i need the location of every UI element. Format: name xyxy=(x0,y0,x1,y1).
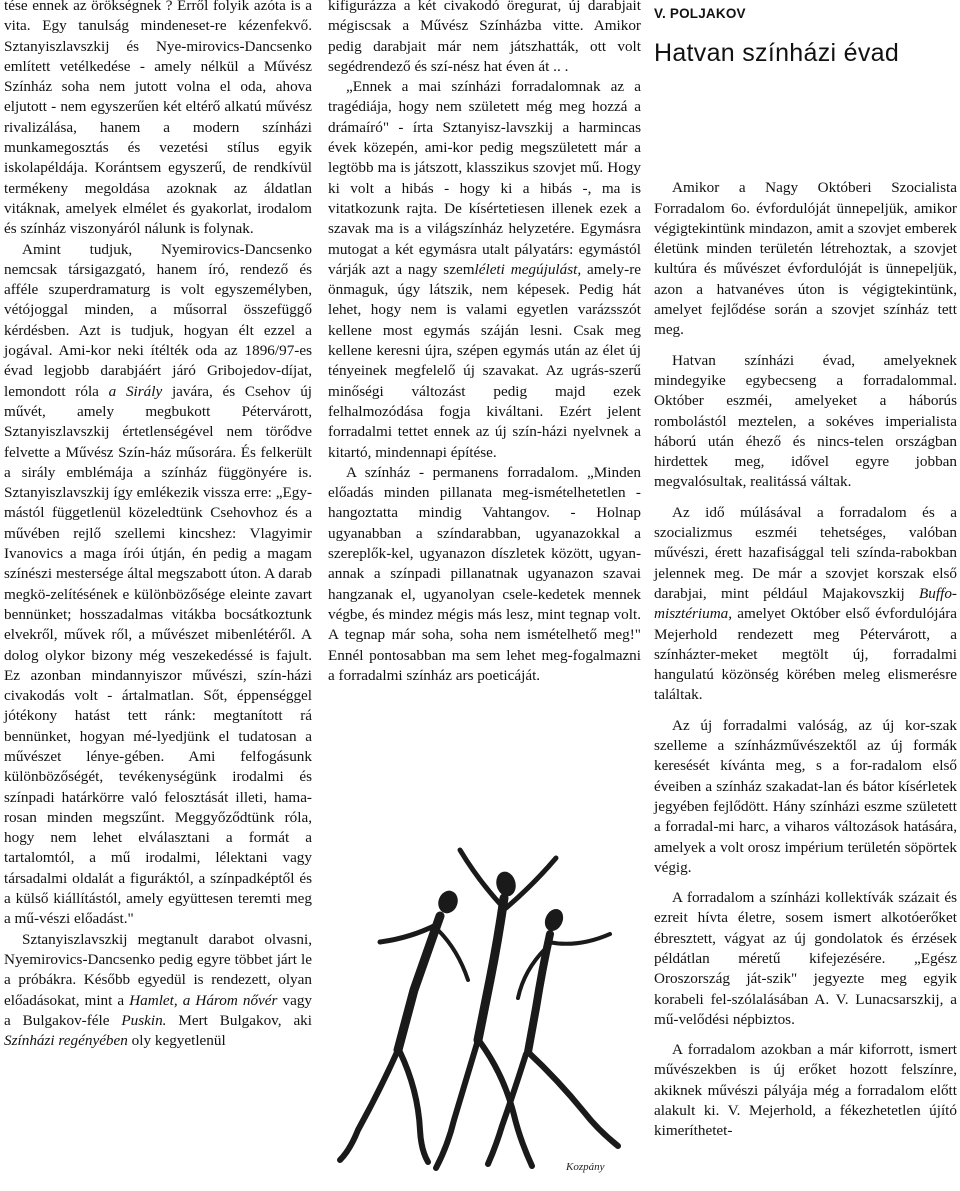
article-author: V. POLJAKOV xyxy=(654,6,746,21)
artist-signature: Kozpány xyxy=(566,1161,605,1173)
paragraph: „Ennek a mai színházi forradalomnak az a tragédiája, hogy nem született még meg hozzá a drámaíró" - írta Sztanyisz-lavszkij a harmincas évek közepén, ami-kor pedig megszületett már a legtöbb ma is játszott, klasszikus szovjet mű. Hogy ki volt a hibás - hogy ki a hibás -, ma is vitatkozunk rajta. De kísértetiesen illenek ezek a szavak ma is a világszínház helyzetére. Egymásra mutogat a két egymásra utalt pályatárs: egymástól várják azt a nagy szemléleti megújulást, amely-re önmaguk, úgy látszik, nem képesek. Pedig hát lehet, hogy nem is valami egyetlen varázsszót kellene most egymás száján lesni. Csak meg kellene keresni újra, szépen egymás után az élet új tényeinek megfelelő új szavakat. Az ugrás-szerű minőségi változást pedig majd ezek felhalmozódása fogja kiváltani. Ezért jelent forradalmi tettet ennek az új szín-házi nyelvnek a kitartó, mindennapi építése. xyxy=(328,78,642,461)
figure-right xyxy=(488,907,618,1164)
text-column-middle xyxy=(328,0,641,686)
paragraph: Amikor a Nagy Októberi Szocialista Forradalom 6o. évfordulóját ünnepeljük, amikor végigtekintünk mindazon, amit a szovjet emberek életünk minden területén létrehoztak, a szovjet kultúra és művészet évfordulóját is ünnepeljük, azon a hatvanéves úton is végigtekintünk, amelyet fejlődése során a szovjet színház tett meg. xyxy=(654,179,957,339)
paragraph: Amint tudjuk, Nyemirovics-Dancsenko nemcsak társigazgató, hanem író, rendező és afféle szuperdramaturg is volt egyszemélyben, vétójoggal minden, a műsorral összefüggő kérdésben. Azt is tudjuk, hogyan élt ezzel a jogával. Ami-kor neki ítélték oda az 1896/97-es évad legjobb darabjáért járó Gribojedov-díjat, lemondott róla a Sirály javára, és Csehov új művét, amely megbukott Pétervárott, Sztanyiszlavszkij értetlenségével nem törődve felvette a Művész Szín-ház műsorára. És felkerült a sirály emblémája a színház függönyére is. Sztanyiszlavszkij így emlékezik vissza erre: „Egy-mástól függetlenül közeledtünk Csehovhoz és a művében rejlő szellemi kincshez: Vlagyimir Ivanovics a maga írói útján, én pedig a magam színészi mestersége által megszabott úton. A darab megkö-zelítésének e különbözősége eleinte zavart bennünket; hosszadalmas vitákba bocsátkoztunk elvekről, művek ről, a művészet mibenlétéről. A dolog olykor bizony még veszekedéssé is fajult. Ez azonban mindannyiszor művészi, szín-házi civakodás volt - ártalmatlan. Sőt, éppenséggel jótékony hatást tett ránk: megtanított rá bennünket, hogyan mé-lyedjünk el tudatosan a művészet lénye-gében. Ami felfogásunk különbözőségét, tevékenységünk irodalmi és színpadi határkörre való felosztását illeti, hama-rosan minden megszűnt. Meggyőződtünk róla, hogy nem lehet elválasztani a formát a tartalomtól, a mű irodalmi, lélektani vagy társadalmi oldalát a figuráktól, a színpadképtől és a külső kiállítástól, amely együttesen teremti meg a mű-vészi előadást." xyxy=(4,240,313,928)
paragraph: Az új forradalmi valóság, az új kor-szak szelleme a színházművészektől az új formák keresését kívánta meg, s a for-radalom első éveiben a színház szakadat-lan és bátor kísérletek jegyében fejlődött. Hány színházi eszme született a forradal-mi harc, a viharos változások hatására, amelyek a volt orosz impérium területén söpörtek végig. xyxy=(654,716,957,876)
paragraph: Hatvan színházi évad, amelyeknek mindegyike egybecseng a forradalommal. Október eszméi, amelyeket a háborús rombolástól meztelen, a sokéves imperialista háború után éhező és nincs-telen országban hirdettek meg, idővel egyre jobban megvalósultak, realitássá váltak. xyxy=(654,351,957,491)
figure-left xyxy=(340,889,468,1162)
paragraph: Az idő múlásával a forradalom és a szocializmus eszméi tehetséges, valóban művészi, érett hazafisággal teli színda-rabokban jelennek meg. De már a szovjet korszak első darabjai, mint például Majakovszkij Buffo-misztériuma, amelyet Október első évfordulójára Mejerhold rendezett meg Pétervárott, a színházter-meket megtölt új, forradalmi hangulatú közönség körében meleg elismerésre találtak. xyxy=(654,503,957,704)
text-column-right xyxy=(654,0,957,1146)
article-title: Hatvan színházi évad xyxy=(654,39,900,68)
paragraph: Sztanyiszlavszkij megtanult darabot olvasni, Nyemirovics-Dancsenko pedig egyre többet járt le a próbákra. Később egyedül is rendezett, olyan előadásokat, mint a Hamlet, a Három nővér vagy a Bulgakov-féle Puskin. Mert Bulgakov, aki Színházi regényében oly kegyetlenül xyxy=(4,930,313,1050)
dancing-figures-illustration xyxy=(328,830,641,1185)
text-column-left xyxy=(4,0,312,1051)
paragraph: A forradalom a színházi kollektívák százait és ezreit hívta életre, sosem ismert alkotóerőket ébresztett, vágyat az új gondolatok és érzések példátlan méretű kifejezésére. „Egész Oroszország ját-szik" jegyezte meg egyik korabeli fel-szólalásában A. V. Lunacsarszkij, a mű-velődési népbiztos. xyxy=(654,889,957,1028)
paragraph: A színház - permanens forradalom. „Minden előadás minden pillanata meg-ismételhetetlen - hangoztatta mindig Vahtangov. - Holnap ugyanabban a színdarabban, ugyanazokkal a szereplők-kel, ugyanazon díszletek között, ugyan-annak a színpadi pillanatnak ugyanazon szavai hangzanak el, ugyanolyan csele-kedetek mennek végbe, és mindez mégis más lesz, mint tegnap volt. A tegnap már soha, soha nem ismételhető meg!" Ennél pontosabban ma sem lehet meg-fogalmazni a forradalmi színház ars poeticáját. xyxy=(328,463,641,684)
paragraph: tése ennek az örökségnek ? Erről folyik azóta is a vita. Egy tanulság mindeneset-re kézenfekvő. Sztanyiszlavszkij és Nye-mirovics-Dancsenko említett vetélkedése - amely nélkül a Művész Színház soha nem jutott volna el oda, ahova eljutott - nem egyszerűen két eltérő alkatú művész rivalizálása, hanem a modern színházi munkamegosztás és vezetési stílus egyik iskolapéldája. Korántsem egyszerű, de rendkívül termékeny megoldása azoknak az áldatlan vitáknak, amelyek elmélet és gyakorlat, irodalom és színház viszonyáról nálunk is folynak. xyxy=(4,0,312,238)
paragraph: A forradalom azokban a már kiforrott, ismert művészekben is új erőket hozott felszínre, akiknek művészi pályája még a forradalom előtt alakult ki. V. Mejerhold, a fékezhetetlen újító kimeríthetet- xyxy=(654,1041,957,1140)
paragraph: kifigurázza a két civakodó öregurat, új darabjait mégiscsak a Művész Színházba vitte. Amikor pedig darabjait már nem játszhatták, ott volt segédrendező és szí-nész hat éven át .. . xyxy=(328,0,641,75)
